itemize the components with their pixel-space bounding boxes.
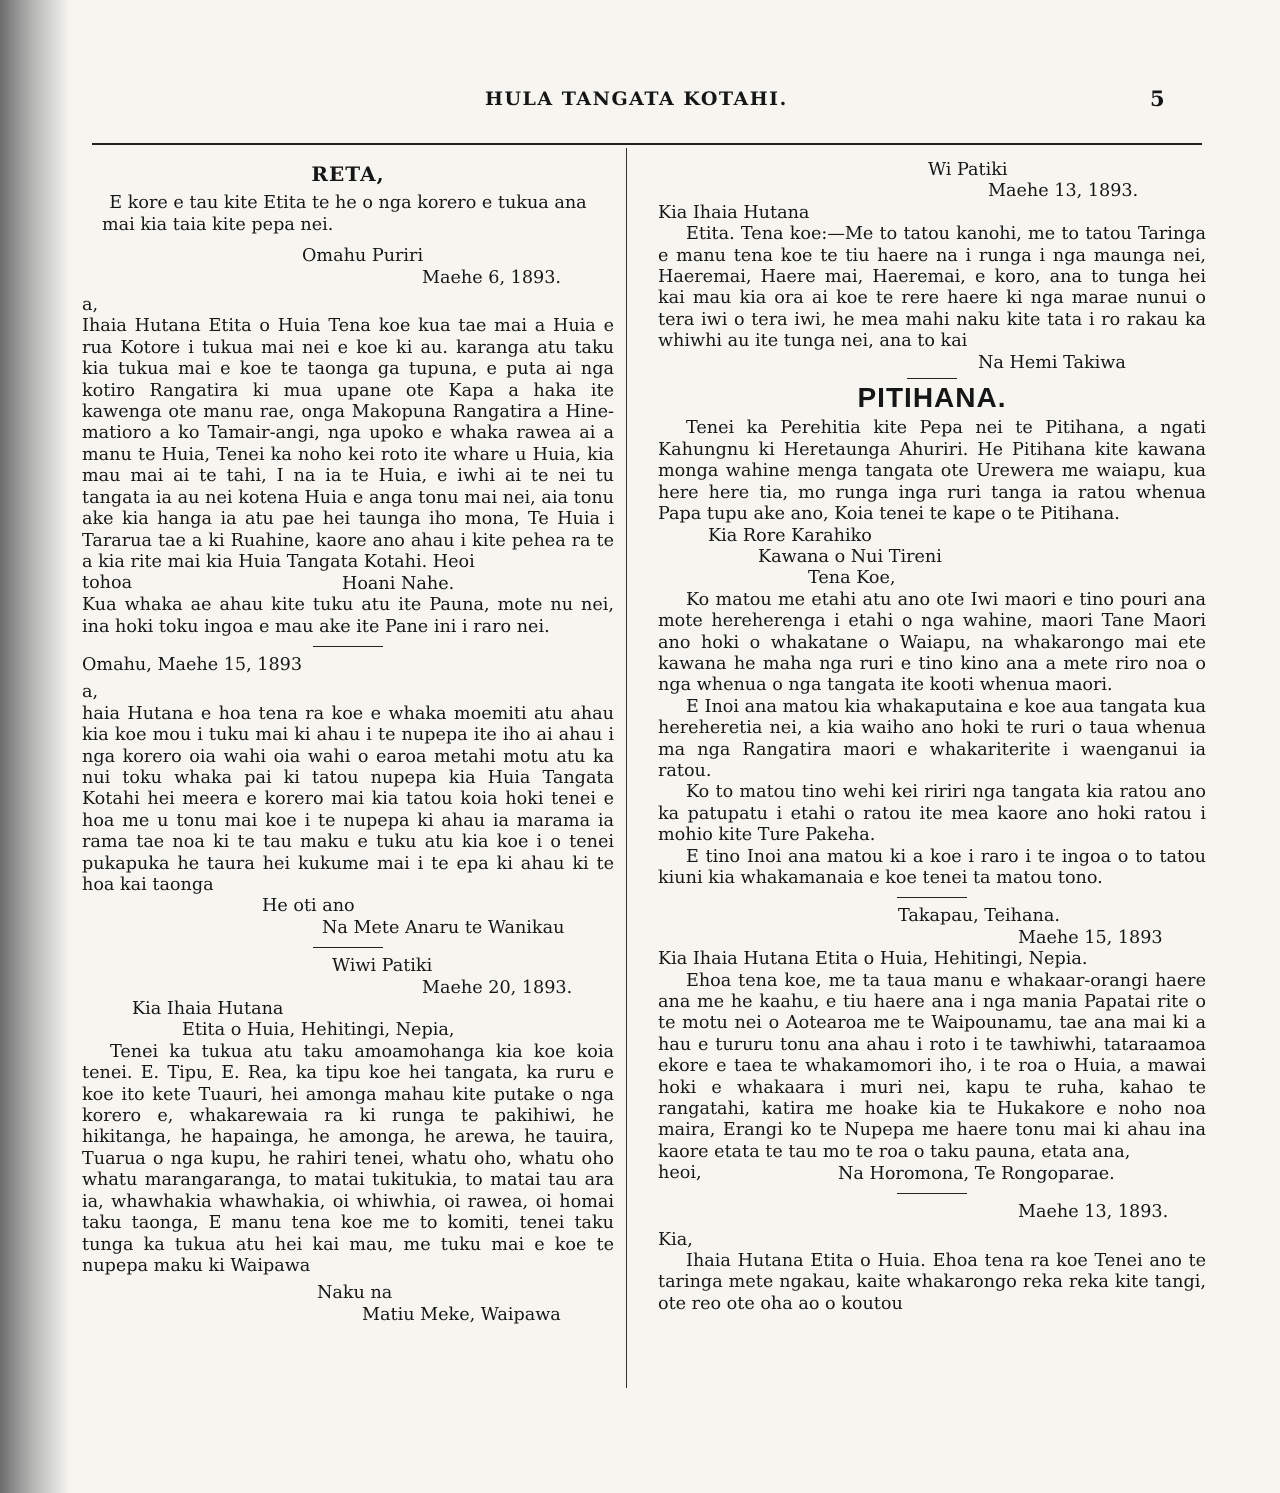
letter-c-greeting: Kia, bbox=[658, 1229, 693, 1250]
left-column bbox=[82, 160, 614, 1326]
letter-b-signature: Na Horomona, Te Rongoparae. bbox=[838, 1163, 1115, 1184]
page-title: HULA TANGATA KOTAHI. bbox=[485, 88, 788, 110]
letter3-addressee: Kia Ihaia Hutana bbox=[132, 999, 284, 1020]
page-number: 5 bbox=[1150, 86, 1165, 111]
right-column bbox=[658, 160, 1206, 1315]
letter-b-addressee: Kia Ihaia Hutana Etita o Huia, Hehitingi, Nepia. bbox=[658, 949, 1088, 970]
petition-paragraph-2: E Inoi ana matou kia whakaputaina e koe aua tangata kua hereheretia nei, a kia waiho ano hoki te ruri o taua whenua ma nga Rangatira maori e whakariterite i waenganui ia ratou. bbox=[658, 696, 1206, 781]
top-letter-addressee: Kia Ihaia Hutana bbox=[658, 202, 810, 223]
letter2-place-date: Omahu, Maehe 15, 1893 bbox=[82, 654, 303, 675]
letter1-date: Maehe 6, 1893. bbox=[422, 267, 561, 288]
letter1-greeting: a, bbox=[82, 295, 99, 316]
section-title-reta: RETA, bbox=[311, 162, 385, 186]
top-letter-body: Etita. Tena koe:—Me to tatou kanohi, me to tatou Taringa e manu tena koe te tiu haere na i runga i nga maunga nei, Haeremai, Haere mai, Haeremai, e koro, ana to tunga hei kai mau kia ora ai koe te rere haere ki nga marae nunui o tera iwi o tera iwi, he mea mahi naku kite tata i ro rakau ka whiwhi au ite tunga nei, ana to kai bbox=[658, 224, 1206, 352]
letter3-body: Tenei ka tukua atu taku amoamohanga kia koe koia tenei. E. Tipu, E. Rea, ka tipu koe hei tangata, ka ruru e koe ito kete Tuauri, hei amonga mahau kite putake o nga korero e, whakarewaia ra ki runga te pakihiwi, he hikitanga, he hapainga, he amonga, he arewa, he tauira, Tuarua o nga kupu, he rahiri tenei, whatu oho, whatu oho whatu marangaranga, to matai tukitukia, to matai tau ara ia, whawhakia whawhakia, oi whiwhia, oi rawea, oi homai taku taonga, E manu tena koe me to komiti, tenei taku tunga ka tukua atu hei kai mau, me tuku mai e koe te nupepa maku ki Waipawa bbox=[82, 1041, 614, 1276]
letter3-signature: Matiu Meke, Waipawa bbox=[362, 1304, 561, 1325]
letter3-date: Maehe 20, 1893. bbox=[422, 977, 573, 998]
letter1-closing: tohoa bbox=[82, 573, 133, 594]
letter2-closing: He oti ano bbox=[262, 896, 355, 917]
letter3-closing: Naku na bbox=[317, 1283, 393, 1304]
running-header bbox=[0, 88, 1280, 118]
editor-disclaimer: E kore e tau kite Etita te he o nga korero e tukua ana mai kia taia kite pepa nei. bbox=[102, 193, 587, 235]
petition-paragraph-3: Ko to matou tino wehi kei ririri nga tangata kia ratou ano ka patupatu i etahi o ratou ite mea kaore ano hoki ratou i mohio kite Ture Pakeha. bbox=[658, 782, 1206, 846]
top-letter-date: Maehe 13, 1893. bbox=[988, 181, 1139, 202]
letter3-addressee-line2: Etita o Huia, Hehitingi, Nepia, bbox=[182, 1020, 455, 1041]
letter-b-closing: heoi, bbox=[658, 1163, 702, 1184]
letter3-place: Wiwi Patiki bbox=[332, 956, 433, 977]
separator-rule bbox=[897, 1193, 967, 1194]
letter-b-place: Takapau, Teihana. bbox=[898, 906, 1060, 927]
letter1-place: Omahu Puriri bbox=[302, 246, 424, 267]
separator-rule bbox=[313, 947, 383, 948]
letter1-postscript: Kua whaka ae ahau kite tuku atu ite Pauna, mote nu nei, ina hoki toku ingoa e mau ake ite Pane ini i raro nei. bbox=[82, 595, 614, 637]
petition-salutation: Tena Koe, bbox=[808, 568, 896, 589]
column-divider bbox=[626, 148, 627, 1388]
binding-gutter-shadow bbox=[0, 0, 70, 1493]
petition-intro: Tenei ka Perehitia kite Pepa nei te Pitihana, a ngati Kahungnu ki Heretaunga Ahuriri. He Pitihana kite kawana monga wahine menga tangata ote Urewera me waiapu, kua here here tia, mo runga inga ruri tanga ia ratou whenua Papa tupu ake ano, Koia tenei te kape o te Pitihana. bbox=[658, 418, 1206, 525]
header-rule bbox=[92, 143, 1202, 145]
top-letter-signature: Na Hemi Takiwa bbox=[978, 352, 1126, 373]
letter-b-date: Maehe 15, 1893 bbox=[1018, 927, 1163, 948]
petition-paragraph-1: Ko matou me etahi atu ano ote Iwi maori e tino pouri ana mote hereherenga i etahi o nga wahine, maori Tane Maori ano hoki o whakatane o Waiapu, na whakarongo mai ete kawana he maha nga ruri e tino kino ana a mete riro noa o nga whenua o nga tangata ite kooti whenua maori. bbox=[658, 589, 1206, 696]
separator-rule bbox=[897, 897, 967, 898]
top-letter-place: Wi Patiki bbox=[928, 160, 1008, 180]
separator-rule bbox=[313, 646, 383, 647]
petition-paragraph-4: E tino Inoi ana matou ki a koe i raro i te ingoa o to tatou kiuni kia whakamanaia e koe tenei ta matou tono. bbox=[658, 846, 1206, 888]
letter2-signature: Na Mete Anaru te Wanikau bbox=[322, 917, 565, 938]
letter2-greeting: a, bbox=[82, 682, 99, 703]
section-title-pitihana: PITIHANA. bbox=[857, 382, 1007, 414]
petition-addressee: Kia Rore Karahiko bbox=[708, 525, 872, 546]
letter1-signature: Hoani Nahe. bbox=[342, 573, 455, 594]
letter-b-body: Ehoa tena koe, me ta taua manu e whakaar-orangi haere ana me he kaahu, e tiu haere ana i nga mania Papatai rite o te motu nei o Aotearoa me te Waipounamu, tae ana mai ki a hau e tururu tonu ana ahau i roto i te tawhiwhi, tataraamoa ekore e taea te whakamomori iho, i te roa o Huia, a mawai hoki e whakaara i muri nei, kapu te ruha, kahao te rangatahi, katira me hoake kia te Hukakore e noho noa maira, Erangi ko te Nupepa me haere tonu mai ki ahau ina kaore etata te tau mo te roa o taku pauna, etata ana, bbox=[658, 970, 1206, 1162]
separator-rule bbox=[907, 378, 957, 379]
letter1-body: Ihaia Hutana Etita o Huia Tena koe kua tae mai a Huia e rua Kotore i tukua mai nei e koe ki au. karanga atu taku kia tukua mai e koe te taonga ga tupuna, e puta ai nga kotiro Rangatira ki mua upane ote Kapa a haka ite kawenga ote manu rae, onga Makopuna Rangatira a Hine-matioro a ko Tamair-angi, nga upoko e whaka rawea ai a manu te Huia, Tenei ka noho kei roto ite whare u Huia, kia mau mai ai te tahi, I na ia te Huia, e iwhi ai te nei tu tangata ia au nei kotena Huia e anga tonu mai nei, aia tonu ake kia hanga ia atu pae hei taunga iho mona, Te Huia i Tararua tae a ki Ruahine, kaore ano ahau i kite pehea ra te a kia rite mai kia Huia Tangata Kotahi. Heoi bbox=[82, 316, 614, 572]
letter-c-body: Ihaia Hutana Etita o Huia. Ehoa tena ra koe Tenei ano te taringa mete ngakau, kaite whakarongo reka reka kite tangi, ote reo ote oha ao o koutou bbox=[658, 1250, 1206, 1314]
petition-addressee-title: Kawana o Nui Tireni bbox=[758, 546, 942, 567]
letter-c-date: Maehe 13, 1893. bbox=[1018, 1202, 1169, 1223]
letter2-body: haia Hutana e hoa tena ra koe e whaka moemiti atu ahau kia koe mou i tuku mai ki ahau i te nupepa ite iho ai ahau i nga korero oia wahi oia wahi o earoa metahi motu atu ka nui toku whaka pai ki tatou nupepa kia Huia Tangata Kotahi hei meera e korero mai kia tatou koia hoki tenei e hoa me u tonu mai koe i te nupepa ki ahau ia marama ia rama tae noa ki te tau maku e tuku atu kia koe i o tenei pukapuka he taura hei kukume mai i te epa ki ahau ki te hoa kai taonga bbox=[82, 703, 614, 895]
